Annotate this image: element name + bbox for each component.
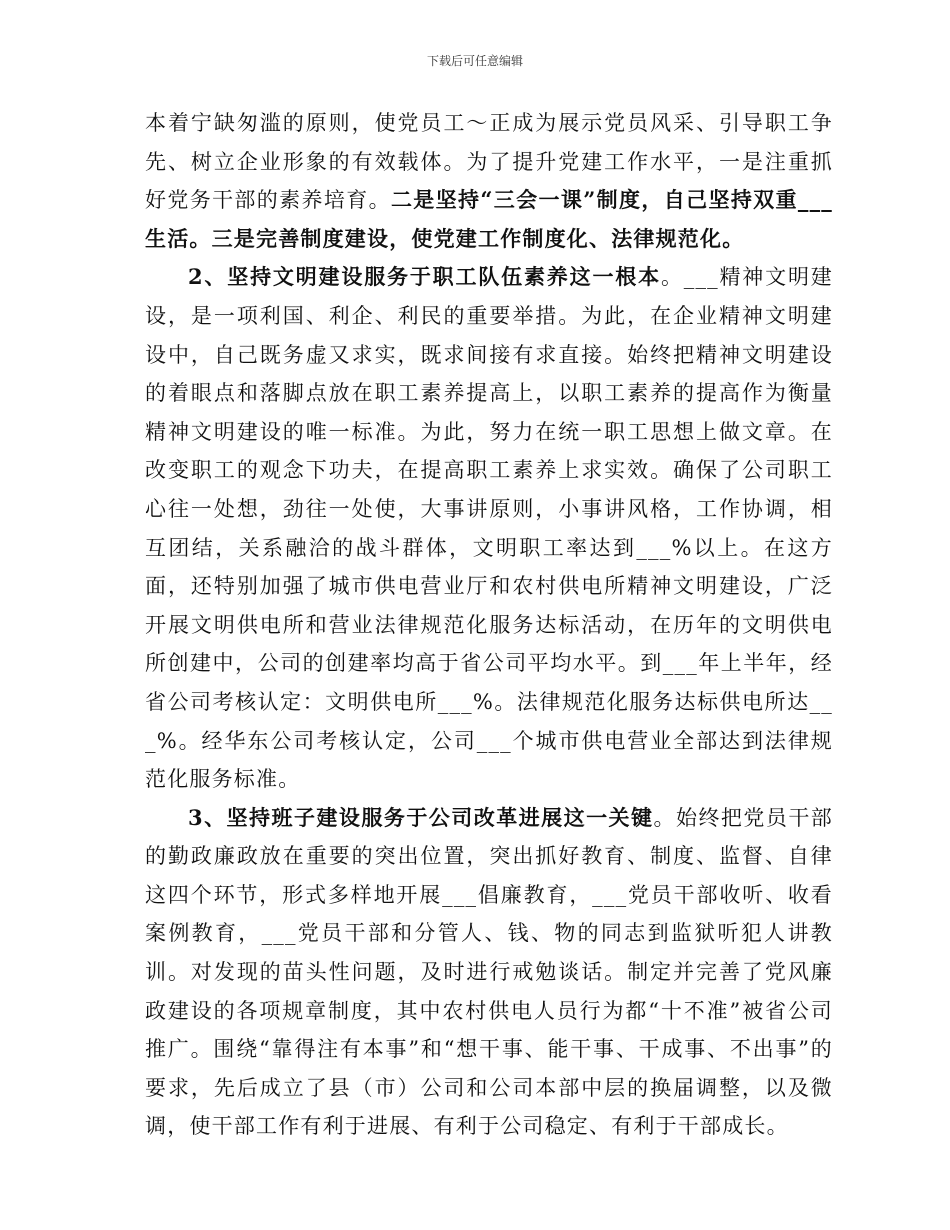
paragraph-1-bold-text: 二是坚持“三会一课”制度，自己坚持双重___生活。三是完善制度建设，使党建工作制度化、法律规范化。 (145, 187, 833, 251)
document-body (145, 104, 833, 1146)
paragraph-2 (145, 258, 833, 798)
paragraph-3-heading: 3、坚持班子建设服务于公司改革进展这一关键 (188, 804, 654, 830)
paragraph-1-text: 本着宁缺匆滥的原则，使党员工～正成为展示党员风采、引导职工争先、树立企业形象的有效载体。为了提升党建工作水平，一是注重抓好党务干部的素养培育。 (145, 111, 833, 213)
page-header: 下载后可任意编辑 (426, 54, 523, 68)
paragraph-3 (145, 799, 833, 1146)
paragraph-1 (145, 104, 833, 258)
paragraph-3-text: 。始终把党员干部的勤政廉政放在重要的突出位置，突出抓好教育、制度、监督、自律这四个环节，形式多样地开展___倡廉教育，___党员干部收听、收看案例教育，___党员干部和分管人、钱、物的同志到监狱听犯人讲教训。对发现的苗头性问题，及时进行戒勉谈话。制定并完善了党风廉政建设的各项规章制度，其中农村供电人员行为都“十不准”被省公司推广。围绕“靠得注有本事”和“想干事、能干事、干成事、不出事”的要求，先后成立了县（市）公司和公司本部中层的换届调整，以及微调，使干部工作有利于进展、有利于公司稳定、有利于干部成长。 (145, 805, 833, 1139)
paragraph-2-text: 。___精神文明建设，是一项利国、利企、利民的重要举措。为此，在企业精神文明建设中，自己既务虚又求实，既求间接有求直接。始终把精神文明建设的着眼点和落脚点放在职工素养提高上，以职工素养的提高作为衡量精神文明建设的唯一标准。为此，努力在统一职工思想上做文章。在改变职工的观念下功夫，在提高职工素养上求实效。确保了公司职工心往一处想，劲往一处使，大事讲原则，小事讲风格，工作协调，相互团结，关系融洽的战斗群体，文明职工率达到___%以上。在这方面，还特别加强了城市供电营业厅和农村供电所精神文明建设，广泛开展文明供电所和营业法律规范化服务达标活动，在历年的文明供电所创建中，公司的创建率均高于省公司平均水平。到___年上半年，经省公司考核认定：文明供电所___%。法律规范化服务达标供电所达___%。经华东公司考核认定，公司___个城市供电营业全部达到法律规范化服务标准。 (145, 265, 833, 792)
paragraph-2-heading: 2、坚持文明建设服务于职工队伍素养这一根本 (188, 264, 661, 290)
